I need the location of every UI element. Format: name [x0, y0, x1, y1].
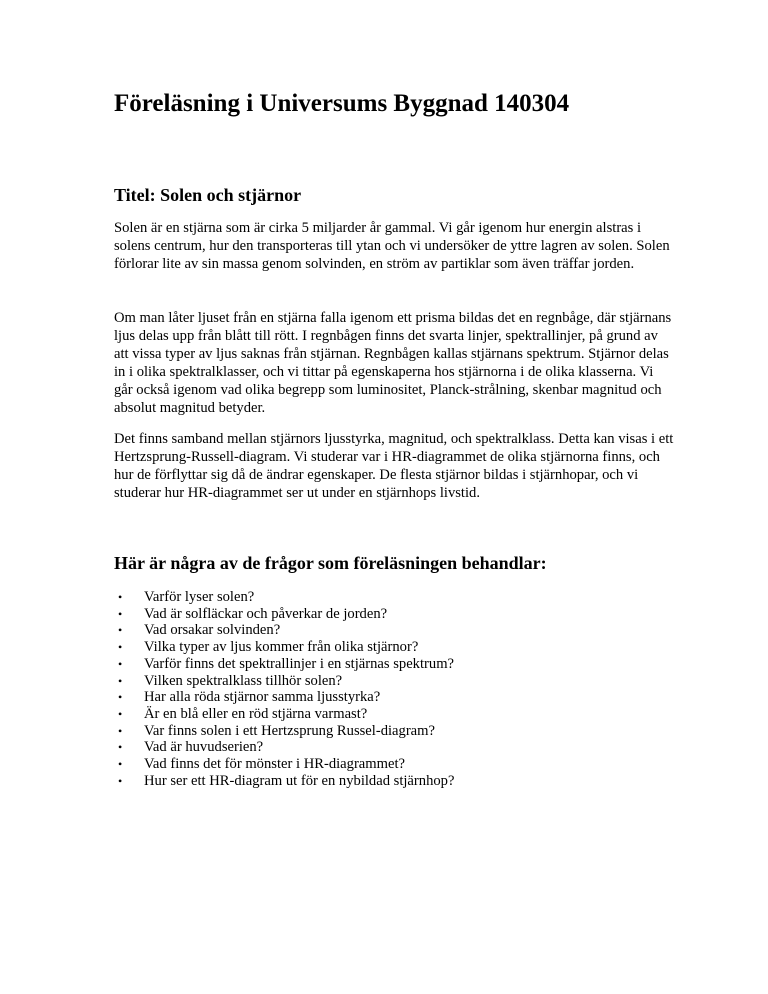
question-item [114, 773, 454, 790]
question-item [114, 756, 454, 773]
bullet-icon: • [118, 723, 123, 738]
question-text: Vad finns det för mönster i HR-diagrammet? [144, 756, 405, 773]
bullet-icon: • [118, 606, 123, 621]
question-text: Vad är huvudserien? [144, 739, 264, 756]
bullet-icon: • [118, 757, 123, 772]
question-text: Vilken spektralklass tillhör solen? [144, 672, 343, 689]
question-item [114, 656, 454, 673]
bullet-icon: • [118, 740, 123, 755]
bullet-icon: • [118, 773, 123, 788]
question-item [114, 673, 454, 690]
paragraph-hr-diagram: Det finns samband mellan stjärnors ljusstyrka, magnitud, och spektralklass. Detta kan visas i ett Hertzsprung-Russell-diagram. Vi studerar var i HR-diagrammet de olika stjärnorna finns, och hur de förflyttar sig då de ändrar egenskaper. De flesta stjärnor bildas i stjärnhopar, och vi studerar hur HR-diagrammet ser ut under en stjärnhops livstid. [114, 431, 674, 501]
bullet-icon: • [118, 656, 123, 671]
question-text: Vilka typer av ljus kommer från olika stjärnor? [144, 639, 419, 656]
bullet-icon: • [118, 590, 123, 604]
question-item [114, 689, 454, 706]
bullet-icon: • [118, 706, 123, 721]
question-text: Är en blå eller en röd stjärna varmast? [144, 705, 368, 722]
question-text: Vad är solfläckar och påverkar de jorden? [144, 605, 388, 622]
paragraph-sun: Solen är en stjärna som är cirka 5 miljarder år gammal. Vi går igenom hur energin alstras i solens centrum, hur den transporteras till ytan och vi undersöker de yttre lagren av solen. Solen förlorar lite av sin massa genom solvinden, en ström av partiklar som även träffar jorden. [114, 220, 670, 272]
document-title: Föreläsning i Universums Byggnad 140304 [114, 90, 570, 117]
section-title: Titel: Solen och stjärnor [114, 185, 302, 205]
bullet-icon: • [118, 690, 123, 705]
bullet-icon: • [118, 623, 123, 638]
question-item [114, 739, 454, 756]
question-item [114, 706, 454, 723]
question-text: Var finns solen i ett Hertzsprung Russel-diagram? [144, 722, 435, 739]
bullet-icon: • [118, 673, 123, 688]
paragraph-spectrum: Om man låter ljuset från en stjärna falla igenom ett prisma bildas det en regnbåge, där stjärnans ljus delas upp från blått till rött. I regnbågen finns det svarta linjer, spektrallinjer, på grund av att vissa typer av ljus saknas från stjärnan. Regnbågen kallas stjärnans spektrum. Stjärnor delas in i olika spektralklasser, och vi tittar på egenskaperna hos stjärnorna i de olika klasserna. Vi går också igenom vad olika begrepp som luminositet, Planck-strålning, skenbar magnitud och absolut magnitud betyder. [114, 310, 672, 416]
question-text: Har alla röda stjärnor samma ljusstyrka? [144, 689, 381, 706]
question-text: Varför lyser solen? [144, 589, 255, 605]
question-item [114, 589, 454, 606]
question-text: Varför finns det spektrallinjer i en stjärnas spektrum? [144, 655, 455, 672]
question-item [114, 606, 454, 623]
questions-list [114, 589, 454, 789]
question-item [114, 723, 454, 740]
questions-heading: Här är några av de frågor som föreläsningen behandlar: [114, 553, 547, 573]
question-item [114, 639, 454, 656]
question-text: Vad orsakar solvinden? [144, 622, 281, 639]
bullet-icon: • [118, 640, 123, 655]
question-item [114, 622, 454, 639]
question-text: Hur ser ett HR-diagram ut för en nybildad stjärnhop? [144, 772, 455, 789]
